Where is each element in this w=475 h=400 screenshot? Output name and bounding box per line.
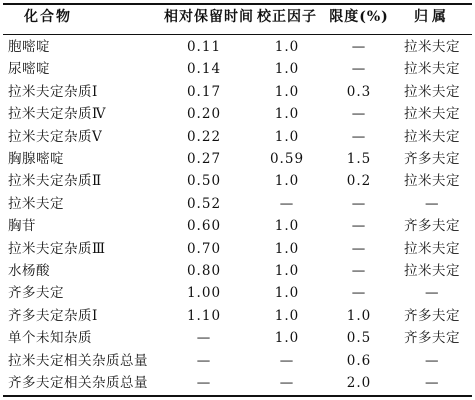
table-row (0, 215, 475, 238)
cell-limit: — (351, 218, 367, 235)
cell-correction-factor: 1.0 (274, 39, 300, 55)
cell-relative-retention-time: 1.10 (186, 307, 222, 324)
cell-correction-factor: 1.0 (274, 330, 300, 347)
cell-correction-factor: 1.0 (274, 285, 300, 302)
cell-attribution: 拉米夫定 (404, 263, 460, 279)
cell-limit: — (351, 39, 367, 55)
cell-compound: 拉米夫定杂质Ⅲ (8, 240, 106, 257)
table-row (0, 58, 475, 81)
cell-attribution: 拉米夫定 (404, 83, 460, 100)
cell-relative-retention-time: 0.22 (186, 128, 222, 145)
cell-attribution: 拉米夫定 (404, 173, 460, 190)
cell-compound: 拉米夫定 (8, 195, 64, 212)
cell-relative-retention-time: 0.60 (186, 218, 222, 235)
cell-relative-retention-time: 0.20 (186, 106, 222, 123)
cell-attribution: — (425, 285, 439, 302)
cell-relative-retention-time: — (196, 330, 212, 347)
cell-relative-retention-time: 0.52 (186, 195, 222, 212)
cell-relative-retention-time: 0.14 (186, 61, 222, 78)
header-relative-retention-time: 相对保留时间 (164, 9, 254, 25)
table-row (0, 238, 475, 261)
cell-correction-factor: 1.0 (274, 240, 300, 257)
cell-limit: 0.2 (346, 173, 372, 190)
cell-correction-factor: 1.0 (274, 61, 300, 78)
cell-attribution: 齐多夫定 (404, 307, 460, 324)
cell-relative-retention-time: 1.00 (186, 285, 222, 302)
table-bottom-rule (3, 395, 472, 397)
cell-correction-factor: 1.0 (274, 173, 300, 190)
cell-correction-factor: 1.0 (274, 128, 300, 145)
cell-relative-retention-time: 0.80 (186, 263, 222, 279)
cell-relative-retention-time: 0.11 (186, 39, 222, 55)
cell-limit: 0.3 (346, 83, 372, 100)
cell-attribution: — (425, 195, 439, 212)
cell-attribution: 齐多夫定 (404, 218, 460, 235)
cell-correction-factor: 1.0 (274, 263, 300, 279)
cell-compound: 拉米夫定杂质Ⅱ (8, 173, 102, 190)
table-row (0, 260, 475, 283)
header-attribution: 归属 (414, 9, 450, 25)
cell-correction-factor: 1.0 (274, 106, 300, 123)
cell-attribution: 拉米夫定 (404, 61, 460, 78)
cell-attribution: 拉米夫定 (404, 240, 460, 257)
cell-correction-factor: — (279, 375, 295, 391)
cell-compound: 齐多夫定相关杂质总量 (8, 375, 148, 391)
cell-compound: 胸腺嘧啶 (8, 151, 64, 167)
cell-correction-factor: — (279, 352, 295, 369)
cell-relative-retention-time: 0.70 (186, 240, 222, 257)
table-row (0, 193, 475, 216)
table-header-rule (3, 34, 472, 35)
table-row (0, 170, 475, 193)
cell-compound: 拉米夫定杂质Ⅴ (8, 128, 103, 145)
cell-relative-retention-time: — (196, 375, 212, 391)
cell-limit: — (351, 128, 367, 145)
table-top-rule (3, 3, 472, 5)
cell-relative-retention-time: 0.50 (186, 173, 222, 190)
cell-limit: 0.6 (346, 352, 372, 369)
table-row (0, 372, 475, 395)
cell-correction-factor: — (279, 195, 295, 212)
cell-compound: 胸苷 (8, 218, 36, 235)
cell-limit: 2.0 (346, 375, 372, 391)
cell-compound: 尿嘧啶 (8, 61, 50, 78)
table-row (0, 305, 475, 328)
table-row (0, 81, 475, 104)
cell-attribution: — (425, 352, 439, 369)
cell-limit: — (351, 285, 367, 302)
cell-compound: 胞嘧啶 (8, 39, 50, 55)
cell-attribution: 齐多夫定 (404, 330, 460, 347)
cell-attribution: 拉米夫定 (404, 106, 460, 123)
cell-relative-retention-time: — (196, 352, 212, 369)
header-limit: 限度(%) (329, 9, 389, 25)
cell-attribution: 齐多夫定 (404, 151, 460, 167)
cell-limit: 1.5 (346, 151, 372, 167)
table-row (0, 282, 475, 305)
cell-limit: — (351, 61, 367, 78)
cell-limit: — (351, 240, 367, 257)
cell-correction-factor: 1.0 (274, 307, 300, 324)
table-row (0, 327, 475, 350)
table-row (0, 350, 475, 373)
table-row (0, 36, 475, 59)
cell-compound: 齐多夫定 (8, 285, 64, 302)
cell-compound: 拉米夫定杂质Ⅳ (8, 106, 106, 123)
cell-limit: 0.5 (346, 330, 372, 347)
cell-attribution: 拉米夫定 (404, 39, 460, 55)
table-row (0, 103, 475, 126)
cell-compound: 齐多夫定杂质Ⅰ (8, 307, 98, 324)
header-compound: 化合物 (24, 9, 72, 25)
cell-relative-retention-time: 0.27 (186, 151, 222, 167)
cell-limit: 1.0 (346, 307, 372, 324)
cell-correction-factor: 1.0 (274, 83, 300, 100)
cell-compound: 拉米夫定相关杂质总量 (8, 352, 148, 369)
table-header-row (0, 6, 475, 29)
cell-correction-factor: 0.59 (269, 151, 305, 167)
cell-limit: — (351, 263, 367, 279)
cell-compound: 拉米夫定杂质Ⅰ (8, 83, 98, 100)
cell-compound: 水杨酸 (8, 263, 50, 279)
cell-attribution: — (425, 375, 439, 391)
table-row (0, 126, 475, 149)
cell-limit: — (351, 106, 367, 123)
cell-attribution: 拉米夫定 (404, 128, 460, 145)
header-correction-factor: 校正因子 (257, 9, 317, 25)
table-row (0, 148, 475, 171)
cell-limit: — (351, 195, 367, 212)
cell-relative-retention-time: 0.17 (186, 83, 222, 100)
cell-compound: 单个未知杂质 (8, 330, 92, 347)
cell-correction-factor: 1.0 (274, 218, 300, 235)
